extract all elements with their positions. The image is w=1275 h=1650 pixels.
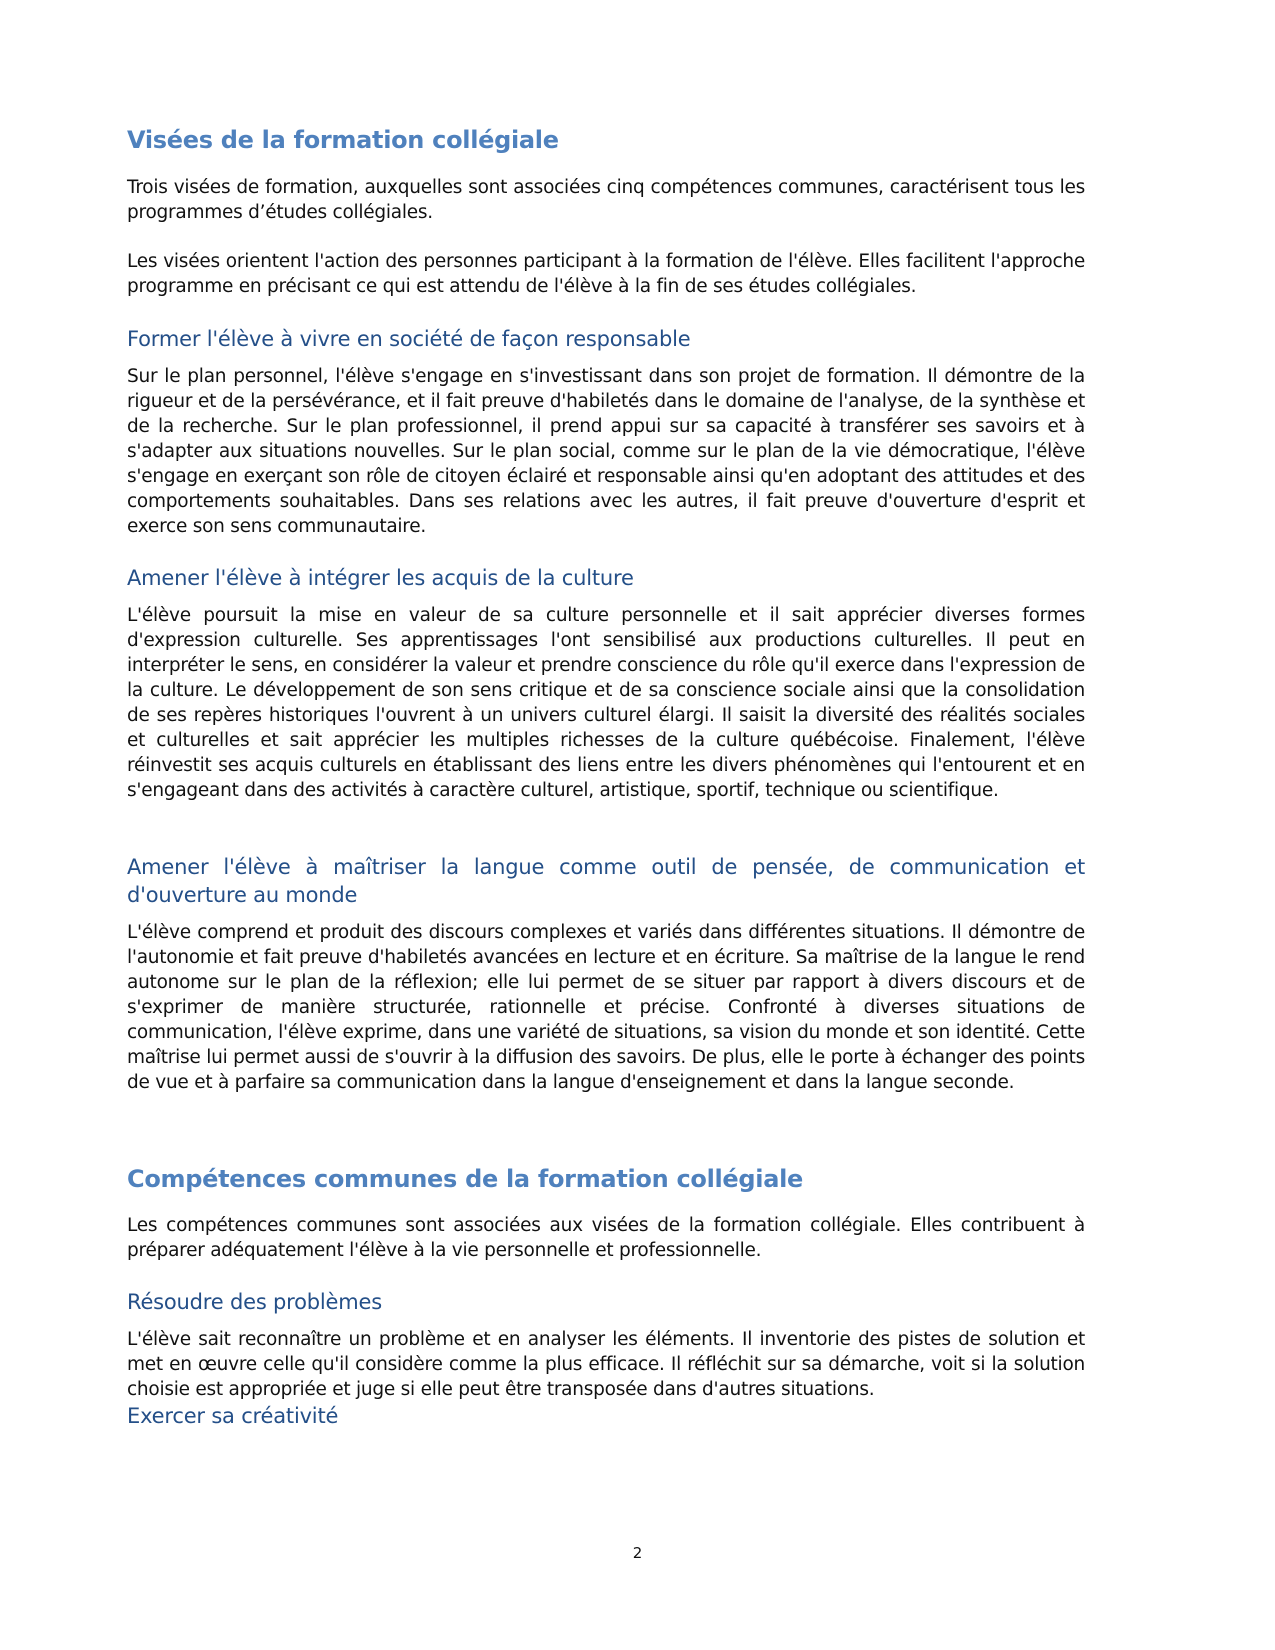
paragraph-acquis-culture: L'élève poursuit la mise en valeur de sa culture personnelle et il sait apprécier diverses formes d'expression culturelle. Ses apprentissages l'ont sensibilisé aux productions culturelles. Il peut en interpréter le sens, en considérer la valeur et prendre conscience du rôle qu'il exerce dans l'expression de la culture. Le développement de son sens critique et de sa conscience sociale ainsi que la consolidation de ses repères historiques l'ouvrent à un univers culturel élargi. Il saisit la diversité des réalités sociales et culturelles et sait apprécier les multiples richesses de la culture québécoise. Finalement, l'élève réinvestit ses acquis culturels en établissant des liens entre les divers phénomènes qui l'entourent et en s'engageant dans des activités à caractère culturel, artistique, sportif, technique ou scientifique. [127,605,1085,801]
paragraph-resoudre-problemes: L'élève sait reconnaître un problème et en analyser les éléments. Il inventorie des pistes de solution et met en œuvre celle qu'il considère comme la plus efficace. Il réfléchit sur sa démarche, voit si la solution choisie est appropriée et juge si elle peut être transposée dans d'autres situations. [127,1329,1085,1400]
subheading-vivre-en-societe: Former l'élève à vivre en société de façon responsable [127,327,691,351]
intro-paragraph-1: Trois visées de formation, auxquelles sont associées cinq compétences communes, caractérisent tous les programmes d’études collégiales. [127,177,1085,223]
competences-intro-paragraph: Les compétences communes sont associées aux visées de la formation collégiale. Elles contribuent à préparer adéquatement l'élève à la vie personnelle et professionnelle. [127,1215,1085,1261]
subheading-exercer-creativite: Exercer sa créativité [127,1404,339,1428]
intro-paragraph-2: Les visées orientent l'action des personnes participant à la formation de l'élève. Elles facilitent l'approche programme en précisant ce qui est attendu de l'élève à la fin de ses études collégiales. [127,251,1085,297]
subheading-resoudre-problemes: Résoudre des problèmes [127,1290,382,1314]
subheading-acquis-culture: Amener l'élève à intégrer les acquis de la culture [127,566,634,590]
section-heading-visees: Visées de la formation collégiale [127,126,559,154]
paragraph-maitriser-langue: L'élève comprend et produit des discours complexes et variés dans différentes situations. Il démontre de l'autonomie et fait preuve d'habiletés avancées en lecture et en écriture. Sa maîtrise de la langue le rend autonome sur le plan de la réflexion; elle lui permet de se situer par rapport à divers discours et de s'exprimer de manière structurée, rationnelle et précise. Confronté à diverses situations de communication, l'élève exprime, dans une variété de situations, sa vision du monde et son identité. Cette maîtrise lui permet aussi de s'ouvrir à la diffusion des savoirs. De plus, elle le porte à échanger des points de vue et à parfaire sa communication dans la langue d'enseignement et dans la langue seconde. [127,922,1085,1093]
paragraph-vivre-en-societe: Sur le plan personnel, l'élève s'engage en s'investissant dans son projet de formation. Il démontre de la rigueur et de la persévérance, et il fait preuve d'habiletés dans le domaine de l'analyse, de la synthèse et de la recherche. Sur le plan professionnel, il prend appui sur sa capacité à transférer ses savoirs et à s'adapter aux situations nouvelles. Sur le plan social, comme sur le plan de la vie démocratique, l'élève s'engage en exerçant son rôle de citoyen éclairé et responsable ainsi qu'en adoptant des attitudes et des comportements souhaitables. Dans ses relations avec les autres, il fait preuve d'ouverture d'esprit et exerce son sens communautaire. [127,366,1085,537]
subheading-maitriser-langue: Amener l'élève à maîtriser la langue comme outil de pensée, de communication et d'ouverture au monde [127,855,1085,907]
page-number: 2 [632,1544,643,1562]
section-heading-competences: Compétences communes de la formation collégiale [127,1165,804,1193]
